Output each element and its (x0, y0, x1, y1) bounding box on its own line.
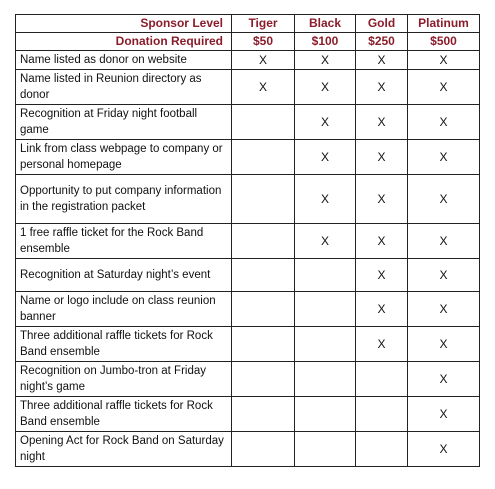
benefit-mark-black (295, 327, 356, 362)
benefit-mark-platinum: X (408, 397, 480, 432)
donation-required-row (16, 33, 480, 51)
benefit-mark-gold: X (356, 105, 408, 140)
benefit-mark-platinum: X (408, 70, 480, 105)
benefit-mark-platinum: X (408, 175, 480, 224)
benefit-description: Three additional raffle tickets for Rock Band ensemble (16, 397, 232, 432)
benefit-row (16, 292, 480, 327)
benefit-row (16, 397, 480, 432)
benefit-mark-tiger (232, 140, 295, 175)
benefit-description: Name listed as donor on website (16, 51, 232, 70)
benefit-mark-platinum: X (408, 292, 480, 327)
benefit-mark-platinum: X (408, 362, 480, 397)
sponsor-level-label: Sponsor Level (16, 15, 232, 33)
benefit-mark-platinum: X (408, 51, 480, 70)
benefit-mark-gold: X (356, 70, 408, 105)
benefit-description: Opening Act for Rock Band on Saturday night (16, 432, 232, 467)
benefit-mark-black: X (295, 51, 356, 70)
benefit-row (16, 362, 480, 397)
benefit-description: Name or logo include on class reunion banner (16, 292, 232, 327)
tier-name-black: Black (295, 15, 356, 33)
benefit-mark-black: X (295, 224, 356, 259)
benefit-mark-platinum: X (408, 259, 480, 292)
donation-amount-tiger: $50 (232, 33, 295, 51)
benefit-row (16, 175, 480, 224)
benefit-mark-gold: X (356, 175, 408, 224)
benefit-description: Opportunity to put company information in the registration packet (16, 175, 232, 224)
benefit-row (16, 70, 480, 105)
benefit-mark-tiger (232, 362, 295, 397)
tier-name-gold: Gold (356, 15, 408, 33)
donation-amount-gold: $250 (356, 33, 408, 51)
tier-name-tiger: Tiger (232, 15, 295, 33)
benefit-mark-gold: X (356, 327, 408, 362)
benefit-mark-gold (356, 432, 408, 467)
benefit-mark-gold: X (356, 140, 408, 175)
benefit-mark-gold (356, 397, 408, 432)
benefit-mark-black (295, 362, 356, 397)
benefit-mark-black: X (295, 70, 356, 105)
benefit-mark-tiger (232, 327, 295, 362)
benefit-mark-gold: X (356, 224, 408, 259)
benefit-row (16, 327, 480, 362)
benefit-mark-platinum: X (408, 432, 480, 467)
benefit-mark-gold: X (356, 259, 408, 292)
benefit-mark-black (295, 292, 356, 327)
benefit-row (16, 140, 480, 175)
donation-amount-black: $100 (295, 33, 356, 51)
benefit-description: Link from class webpage to company or personal homepage (16, 140, 232, 175)
benefit-mark-platinum: X (408, 327, 480, 362)
benefit-row (16, 105, 480, 140)
benefit-mark-black: X (295, 175, 356, 224)
benefit-description: Three additional raffle tickets for Rock Band ensemble (16, 327, 232, 362)
benefit-description: Recognition at Friday night football game (16, 105, 232, 140)
benefit-description: 1 free raffle ticket for the Rock Band ensemble (16, 224, 232, 259)
tier-name-platinum: Platinum (408, 15, 480, 33)
benefit-row (16, 259, 480, 292)
benefit-description: Recognition on Jumbo-tron at Friday night’s game (16, 362, 232, 397)
benefit-mark-black: X (295, 105, 356, 140)
sponsor-level-row (16, 15, 480, 33)
benefit-description: Recognition at Saturday night’s event (16, 259, 232, 292)
benefit-row (16, 51, 480, 70)
benefit-row (16, 432, 480, 467)
benefit-mark-tiger (232, 259, 295, 292)
donation-amount-platinum: $500 (408, 33, 480, 51)
benefit-mark-tiger (232, 397, 295, 432)
benefit-mark-gold: X (356, 292, 408, 327)
benefit-mark-black (295, 259, 356, 292)
benefit-mark-tiger (232, 105, 295, 140)
sponsorship-table-body (16, 15, 480, 467)
benefit-mark-tiger: X (232, 51, 295, 70)
benefit-mark-black (295, 432, 356, 467)
benefit-description: Name listed in Reunion directory as donor (16, 70, 232, 105)
benefit-mark-tiger (232, 432, 295, 467)
benefit-mark-tiger: X (232, 70, 295, 105)
benefit-mark-gold (356, 362, 408, 397)
benefit-mark-tiger (232, 175, 295, 224)
benefit-mark-black (295, 397, 356, 432)
benefit-mark-platinum: X (408, 105, 480, 140)
sponsorship-table (15, 14, 480, 467)
benefit-row (16, 224, 480, 259)
benefit-mark-platinum: X (408, 224, 480, 259)
benefit-mark-tiger (232, 224, 295, 259)
benefit-mark-black: X (295, 140, 356, 175)
benefit-mark-tiger (232, 292, 295, 327)
benefit-mark-platinum: X (408, 140, 480, 175)
benefit-mark-gold: X (356, 51, 408, 70)
donation-required-label: Donation Required (16, 33, 232, 51)
